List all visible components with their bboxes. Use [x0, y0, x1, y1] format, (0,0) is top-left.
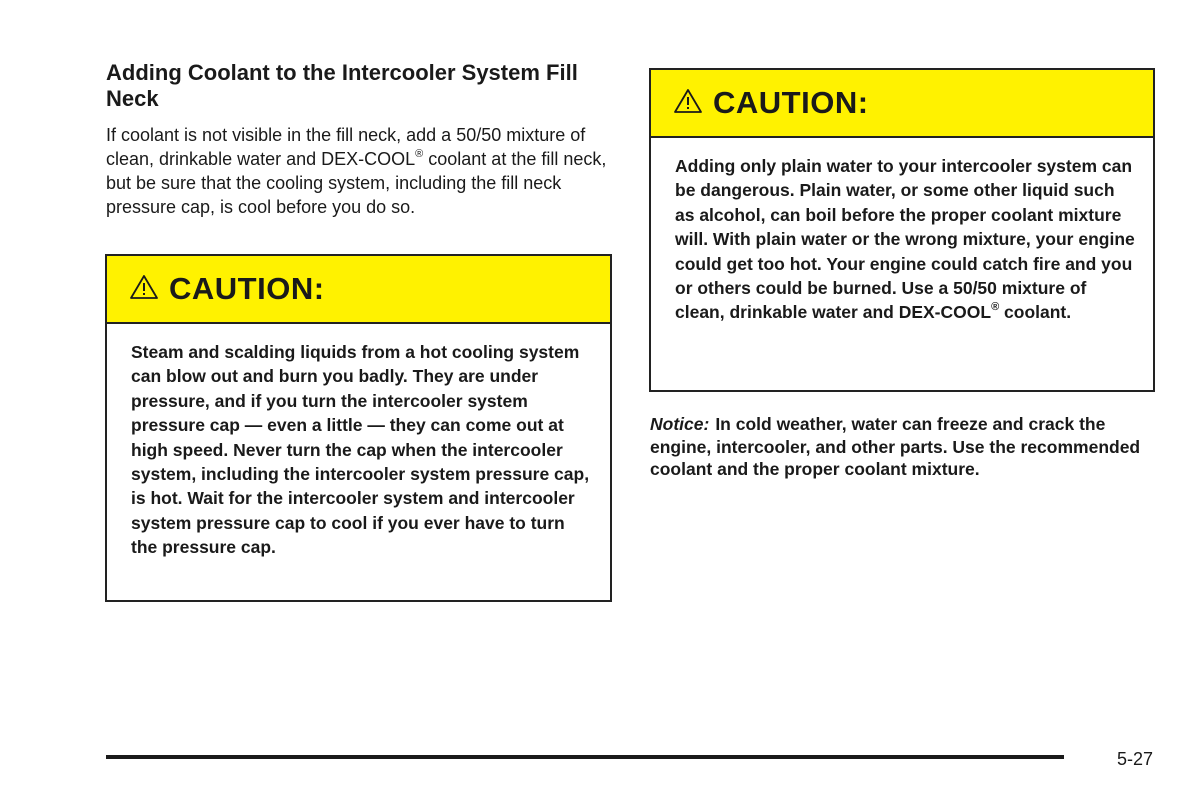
notice-text: In cold weather, water can freeze and crack the engine, intercooler, and other parts. Use the recommended coolant and the proper coolant mixture.	[650, 414, 1141, 479]
caution-body: Steam and scalding liquids from a hot cooling system can blow out and burn you badly. They are under pressure, and if you turn the intercooler system pressure cap — even a little — they can come out at high speed. Never turn the cap when the intercooler system, including the intercooler system pressure cap, is hot. Wait for the intercooler system and intercooler system pressure cap to cool if you ever have to turn the pressure cap.	[131, 342, 590, 558]
caution-header	[651, 70, 1153, 138]
intro-paragraph	[106, 123, 611, 219]
caution-box-steam	[105, 254, 612, 602]
footer-rule	[106, 755, 1064, 759]
caution-box-plain-water	[649, 68, 1155, 392]
caution-title: CAUTION:	[713, 85, 869, 120]
caution-body-part1: Adding only plain water to your intercooler system can be dangerous. Plain water, or some other liquid such as alcohol, can boil before the proper coolant mixture will. With plain water or the wrong mixture, your engine could get too hot. Your engine could catch fire and you or others could be burned. Use a 50/50 mixture of clean, drinkable water and DEX-COOL	[675, 156, 1135, 323]
registered-mark: ®	[415, 148, 424, 160]
warning-triangle-icon	[129, 274, 161, 300]
notice-label: Notice:	[650, 414, 710, 434]
section-heading: Adding Coolant to the Intercooler System Fill Neck	[106, 60, 578, 111]
caution-body	[651, 138, 1153, 325]
warning-triangle-icon	[673, 88, 705, 114]
caution-title: CAUTION:	[169, 271, 325, 306]
intro-text-part1: If coolant is not visible in the fill neck, add a 50/50 mixture of clean, drinkable water and DEX-COOL	[106, 125, 586, 169]
page-number: 5-27	[1117, 749, 1154, 769]
intro-text-part2: coolant at the fill neck, but be sure that the cooling system, including the fill neck pressure cap, is cool before you do so.	[106, 149, 607, 217]
registered-mark: ®	[991, 301, 1000, 314]
caution-body-part2: coolant.	[999, 302, 1072, 323]
caution-header	[107, 256, 610, 324]
notice-paragraph	[650, 413, 1150, 481]
